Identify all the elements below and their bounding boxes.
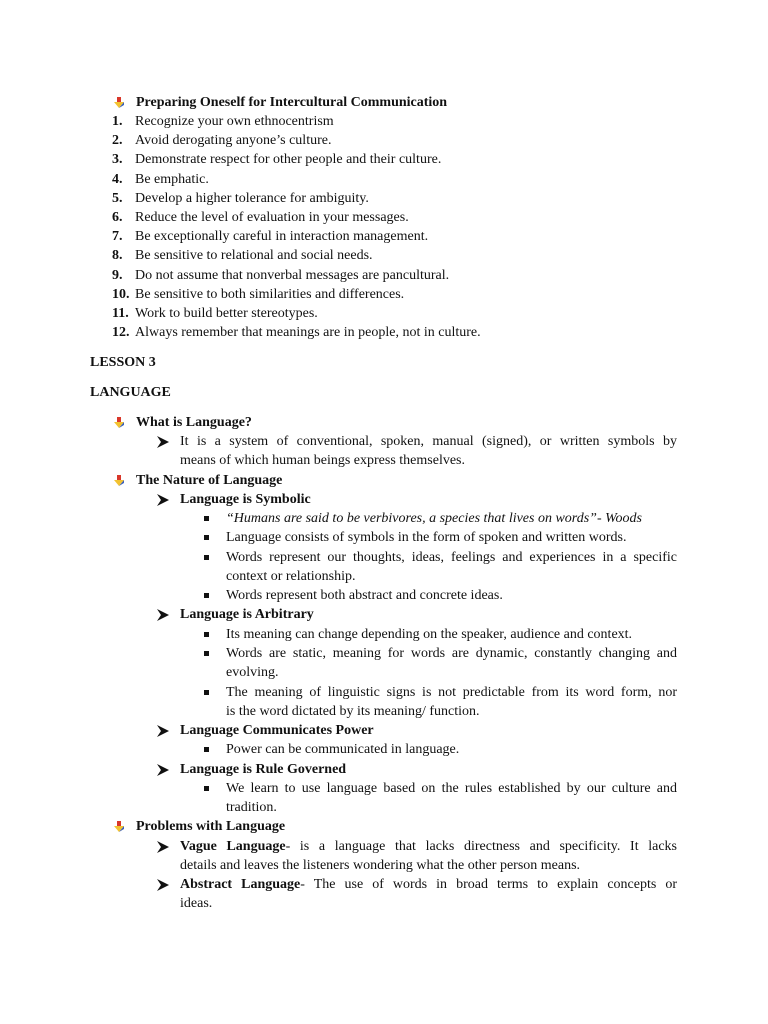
subheading-arbitrary: Language is Arbitrary (157, 605, 314, 624)
arrowhead-bullet-icon (157, 490, 180, 509)
lesson-title: LANGUAGE (90, 385, 171, 400)
bullet-item: Language consists of symbols in the form of spoken and written words. (201, 528, 677, 547)
arrowhead-bullet-icon (157, 837, 180, 875)
abstract-language-item: Abstract Language- The use of words in broad terms to explain concepts or ideas. (157, 875, 677, 913)
list-item: 4. Be emphatic. (112, 171, 209, 187)
section-heading-problems (112, 817, 285, 836)
section-heading-what-is-language (112, 413, 252, 432)
section-heading-nature (112, 471, 282, 490)
section-heading-text: The Nature of Language (136, 473, 283, 488)
list-item: 5. Develop a higher tolerance for ambiguity. (112, 190, 369, 206)
subheading-symbolic: Language is Symbolic (157, 490, 311, 509)
square-bullet-icon (201, 586, 226, 605)
list-item: 2. Avoid derogating anyone’s culture. (112, 133, 332, 149)
tri-color-arrow-bullet-icon (112, 475, 128, 487)
bullet-item: Words are static, meaning for words are dynamic, constantly changing and evolving. (201, 644, 677, 682)
arrowhead-bullet-icon (157, 605, 180, 624)
list-item: 7. Be exceptionally careful in interaction management. (112, 229, 429, 245)
definition-item (157, 432, 677, 470)
bullet-item: The meaning of linguistic signs is not predictable from its word form, nor is the word dictated by its meaning/ function. (201, 683, 677, 721)
bullet-item: We learn to use language based on the rules established by our culture and tradition. (201, 779, 677, 817)
square-bullet-icon (201, 644, 226, 682)
section-heading-text: Preparing Oneself for Intercultural Communication (136, 95, 448, 110)
lesson-label: LESSON 3 (90, 355, 156, 370)
section-heading-text: What is Language? (136, 415, 252, 430)
list-item: 1. Recognize your own ethnocentrism (112, 114, 334, 129)
numbered-list (112, 112, 481, 342)
list-item: 11. Work to build better stereotypes. (112, 305, 318, 321)
list-item: 9. Do not assume that nonverbal messages are pancultural. (112, 267, 450, 283)
square-bullet-icon (201, 528, 226, 547)
arrowhead-bullet-icon (157, 760, 180, 779)
vague-language-item: Vague Language- is a language that lacks directness and specificity. It lacks details and leaves the listeners wondering what the other person means. (157, 837, 677, 875)
tri-color-arrow-bullet-icon (112, 417, 128, 429)
subheading-power: Language Communicates Power (157, 721, 374, 740)
section-heading-intercultural (112, 93, 447, 112)
bullet-item: Words represent our thoughts, ideas, feelings and experiences in a specific context or relationship. (201, 548, 677, 586)
list-item: 10. Be sensitive to both similarities and differences. (112, 286, 405, 302)
bullet-item: “Humans are said to be verbivores, a species that lives on words”- Woods (201, 509, 677, 528)
bullet-item: Words represent both abstract and concrete ideas. (201, 586, 677, 605)
arrowhead-bullet-icon (157, 432, 180, 470)
square-bullet-icon (201, 548, 226, 586)
square-bullet-icon (201, 740, 226, 759)
arrowhead-bullet-icon (157, 875, 180, 913)
square-bullet-icon (201, 683, 226, 721)
bullet-item: Its meaning can change depending on the speaker, audience and context. (201, 625, 677, 644)
list-item: 12. Always remember that meanings are in people, not in culture. (112, 325, 481, 341)
bullet-item: Power can be communicated in language. (201, 740, 677, 759)
section-heading-text: Problems with Language (136, 819, 286, 834)
list-item: 3. Demonstrate respect for other people and their culture. (112, 152, 442, 168)
square-bullet-icon (201, 509, 226, 528)
square-bullet-icon (201, 625, 226, 644)
subheading-rule-governed: Language is Rule Governed (157, 760, 346, 779)
list-item: 6. Reduce the level of evaluation in your messages. (112, 209, 409, 225)
square-bullet-icon (201, 779, 226, 817)
tri-color-arrow-bullet-icon (112, 97, 128, 109)
arrowhead-bullet-icon (157, 721, 180, 740)
list-item: 8. Be sensitive to relational and social needs. (112, 248, 373, 264)
definition-text: It is a system of conventional, spoken, manual (signed), or written symbols by means of which human beings express themselves. (180, 434, 677, 468)
tri-color-arrow-bullet-icon (112, 821, 128, 833)
